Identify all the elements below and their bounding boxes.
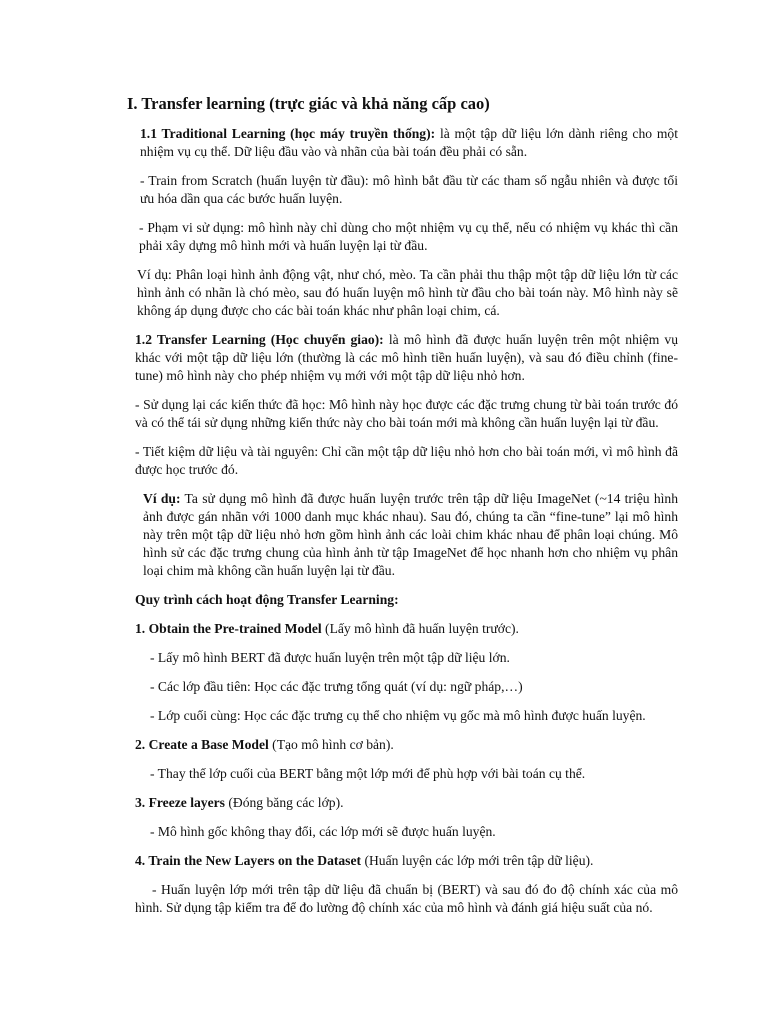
transfer-learning-text: là mô hình đã được huấn luyện trên một nhiệm vụ khác với một tập dữ liệu lớn (thường là các mô hình tiền huấn luyện), và sau đó điều chỉnh (fine-tune) mô hình này cho phép nhiệm vụ mới với một tập dữ liệu nhỏ hơn. — [135, 332, 678, 383]
traditional-learning-paragraph — [135, 125, 678, 161]
train-from-scratch-paragraph: - Train from Scratch (huấn luyện từ đầu): mô hình bắt đầu từ các tham số ngẫu nhiên và được tối ưu hóa dần qua các bước huấn luyện. — [140, 173, 678, 206]
traditional-learning-text: là một tập dữ liệu lớn dành riêng cho một nhiệm vụ cụ thể. Dữ liệu đầu vào và nhãn của bài toán đều phải có sẵn. — [140, 126, 678, 159]
step-1-heading: 1. Obtain the Pre-trained Model — [135, 621, 322, 636]
step-2-text: (Tạo mô hình cơ bản). — [268, 737, 394, 752]
step-1-bullet-1: - Lấy mô hình BERT đã được huấn luyện trên một tập dữ liệu lớn. — [150, 650, 510, 665]
example-2-heading: Ví dụ: — [143, 491, 181, 506]
step-3 — [135, 794, 678, 812]
step-2-bullet: - Thay thế lớp cuối của BERT bằng một lớp mới để phù hợp với bài toán cụ thể. — [150, 766, 586, 781]
example-2-paragraph — [135, 490, 678, 580]
transfer-learning-heading: 1.2 Transfer Learning (Học chuyển giao): — [135, 332, 384, 347]
step-1-text: (Lấy mô hình đã huấn luyện trước). — [321, 621, 519, 636]
save-resources-paragraph: - Tiết kiệm dữ liệu và tài nguyên: Chỉ cần một tập dữ liệu nhỏ hơn cho bài toán mới, vì mô hình đã được học trước đó. — [135, 444, 678, 477]
step-4-bullet: - Huấn luyện lớp mới trên tập dữ liệu đã chuẩn bị (BERT) và sau đó đo độ chính xác của mô hình. Sử dụng tập kiểm tra để đo lường độ chính xác của mô hình và đánh giá hiệu suất của nó. — [135, 882, 678, 915]
step-2-heading: 2. Create a Base Model — [135, 737, 269, 752]
step-1 — [135, 620, 678, 638]
step-2 — [135, 736, 678, 754]
step-3-bullet: - Mô hình gốc không thay đổi, các lớp mới sẽ được huấn luyện. — [150, 824, 496, 839]
step-3-text: (Đóng băng các lớp). — [224, 795, 344, 810]
reuse-knowledge-paragraph: - Sử dụng lại các kiến thức đã học: Mô hình này học được các đặc trưng chung từ bài toán trước đó và có thể tái sử dụng những kiến thức này cho bài toán mới mà không cần huấn luyện lại từ đầu. — [135, 397, 678, 430]
step-1-bullet-3: - Lớp cuối cùng: Học các đặc trưng cụ thể cho nhiệm vụ gốc mà mô hình được huấn luyện. — [150, 708, 646, 723]
transfer-learning-paragraph — [135, 331, 678, 385]
example-1-paragraph: Ví dụ: Phân loại hình ảnh động vật, như chó, mèo. Ta cần phải thu thập một tập dữ liệu lớn từ các hình ảnh có nhãn là chó mèo, sau đó huấn luyện mô hình từ đầu cho bài toán này. Mô hình này sẽ không áp dụng được cho các bài toán khác như phân loại chim, cá. — [137, 267, 678, 318]
step-4 — [135, 852, 678, 870]
traditional-learning-heading: 1.1 Traditional Learning (học máy truyền thống): — [140, 126, 436, 141]
example-2-text: Ta sử dụng mô hình đã được huấn luyện trước trên tập dữ liệu ImageNet (~14 triệu hình ảnh được gán nhãn với 1000 danh mục khác nhau). Sau đó, chúng ta cần “fine-tune” lại mô hình này trên một tập dữ liệu nhỏ hơn gồm hình ảnh các loài chim khác nhau để phân loại chúng. Mô hình sử các đặc trưng chung của hình ảnh từ tập ImageNet để học nhanh hơn cho nhiệm vụ phân loại chim mà không cần huấn luyện lại từ đầu. — [143, 491, 678, 578]
step-4-text: (Huấn luyện các lớp mới trên tập dữ liệu). — [361, 853, 594, 868]
step-1-bullet-2: - Các lớp đầu tiên: Học các đặc trưng tổng quát (ví dụ: ngữ pháp,…) — [150, 679, 523, 694]
step-3-heading: 3. Freeze layers — [135, 795, 225, 810]
step-4-heading: 4. Train the New Layers on the Dataset — [135, 853, 362, 868]
section-title: I. Transfer learning (trực giác và khả năng cấp cao) — [127, 94, 490, 113]
process-title: Quy trình cách hoạt động Transfer Learning: — [135, 592, 399, 607]
scope-paragraph: - Phạm vi sử dụng: mô hình này chỉ dùng cho một nhiệm vụ cụ thể, nếu có nhiệm vụ khác thì cần phải xây dựng mô hình mới và huấn luyện lại từ đầu. — [139, 220, 678, 253]
